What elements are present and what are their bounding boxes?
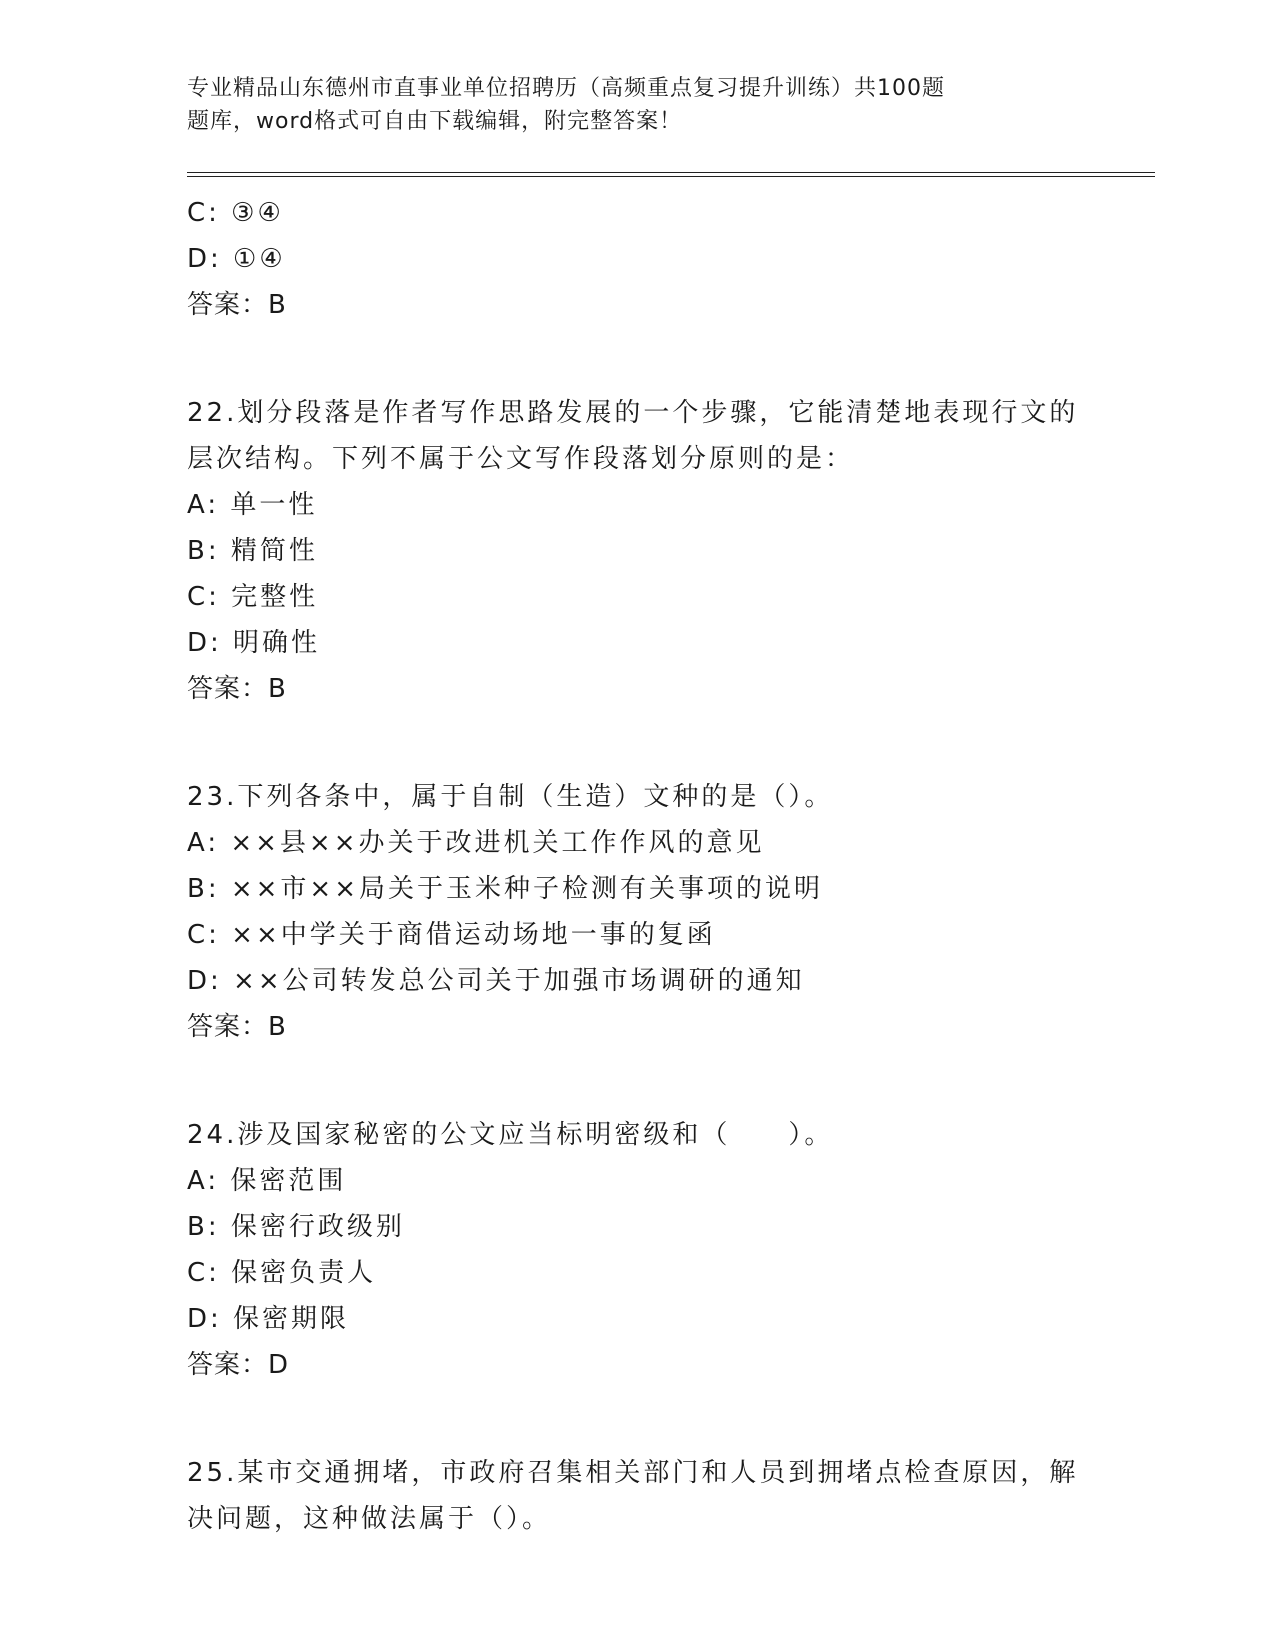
question-23: [187, 774, 1087, 1050]
option-b: B: 保密行政级别: [187, 1212, 405, 1242]
question-21-continued: [187, 190, 1087, 328]
option-a: A: 保密范围: [187, 1166, 347, 1196]
option-c: C: ③④: [187, 198, 284, 228]
option-d: D: ①④: [187, 244, 286, 274]
question-22: [187, 390, 1087, 712]
option-d: D: ××公司转发总公司关于加强市场调研的通知: [187, 966, 805, 996]
answer-line: 答案：B: [187, 290, 287, 320]
question-stem-line: 23.下列各条中，属于自制（生造）文种的是（）。: [187, 782, 834, 812]
option-c: C: 完整性: [187, 582, 319, 612]
question-stem-line: 22.划分段落是作者写作思路发展的一个步骤，它能清楚地表现行文的: [187, 398, 1079, 428]
answer-line: 答案：D: [187, 1350, 290, 1380]
answer-line: 答案：B: [187, 1012, 287, 1042]
header-title-line-1: 专业精品山东德州市直事业单位招聘历（高频重点复习提升训练）共100题: [187, 76, 945, 101]
header-rule-top: [187, 172, 1155, 173]
question-stem-line: 25.某市交通拥堵，市政府召集相关部门和人员到拥堵点检查原因，解: [187, 1458, 1079, 1488]
question-stem-line: 24.涉及国家秘密的公文应当标明密级和（ ）。: [187, 1120, 834, 1150]
document-header: [187, 72, 1027, 138]
option-c: C: ××中学关于商借运动场地一事的复函: [187, 920, 716, 950]
option-d: D: 保密期限: [187, 1304, 350, 1334]
option-d: D: 明确性: [187, 628, 321, 658]
question-stem-line: 决问题，这种做法属于（）。: [187, 1504, 552, 1534]
question-stem-line: 层次结构。下列不属于公文写作段落划分原则的是：: [187, 444, 855, 474]
option-b: B: ××市××局关于玉米种子检测有关事项的说明: [187, 874, 824, 904]
option-b: B: 精简性: [187, 536, 318, 566]
question-24: [187, 1112, 1087, 1388]
answer-line: 答案：B: [187, 674, 287, 704]
option-a: A: 单一性: [187, 490, 318, 520]
question-25: [187, 1450, 1087, 1542]
header-title-line-2: 题库，word格式可自由下载编辑，附完整答案！: [187, 109, 683, 134]
option-a: A: ××县××办关于改进机关工作作风的意见: [187, 828, 765, 858]
document-body: [187, 190, 1087, 1542]
header-rule-bottom: [187, 176, 1155, 177]
option-c: C: 保密负责人: [187, 1258, 377, 1288]
